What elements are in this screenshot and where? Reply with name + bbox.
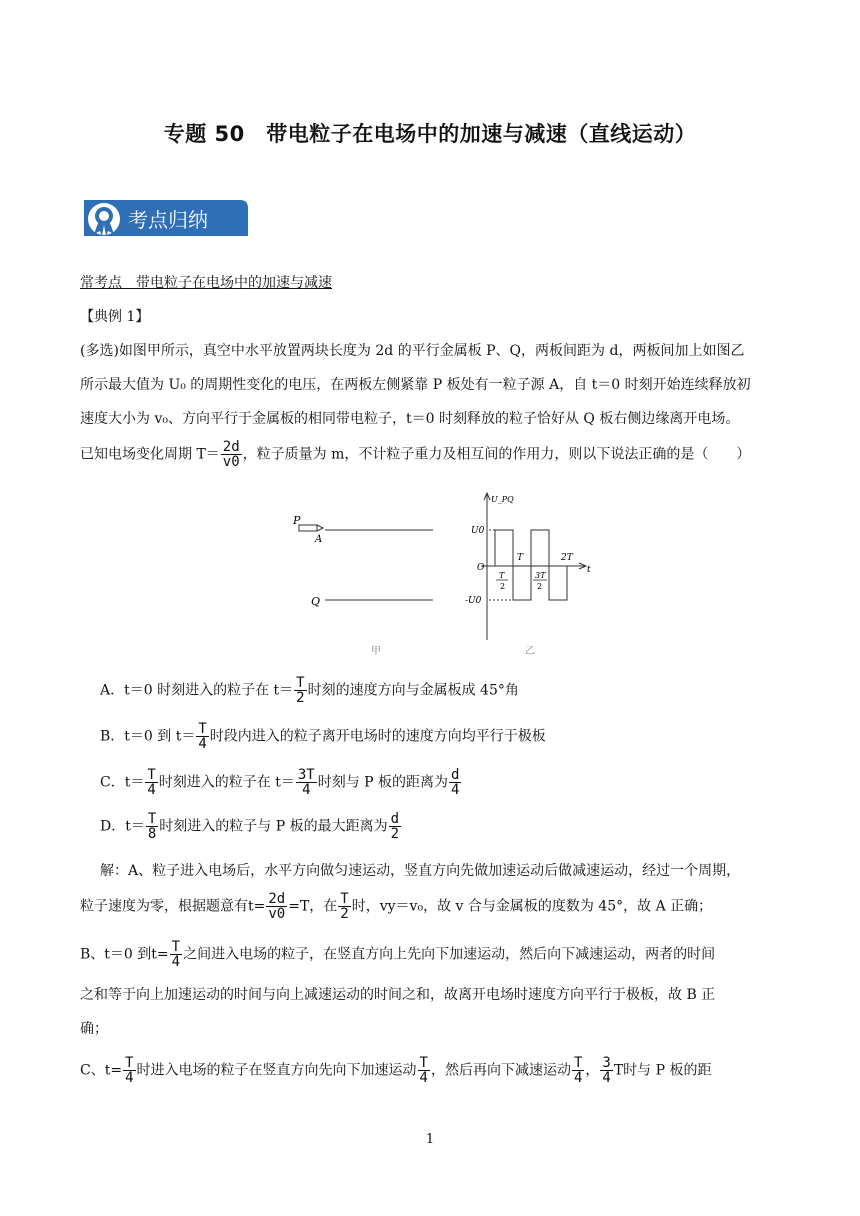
fraction-2d-v0: $\frac{2d}{v0}$ (222, 439, 240, 470)
solution-line-6: C、t= $\frac{T}{4}$ 时进入电场的粒子在竖直方向先向下加速运动 $\frac{T}{4}$ ，然后再向下减速运动 $\frac{T}{4}$ ， $\frac{3}{4}$ T时与 P 板的距 (80, 1055, 712, 1086)
label-q: Q (311, 595, 321, 608)
tick-3t2-den: 2 (537, 582, 543, 591)
example-label: 【典例 1】 (80, 309, 150, 325)
tick-t2-num: T (499, 571, 505, 580)
caption-left: 甲 (371, 646, 381, 657)
page-number: 1 (425, 1132, 435, 1147)
label-u0: U0 (471, 526, 485, 536)
figure-plates-and-voltage (285, 490, 595, 660)
option-a: A．t＝0 时刻进入的粒子在 t＝ $\frac{T}{2}$ 时刻的速度方向与金属板成 45°角 (100, 675, 519, 706)
label-a: A (315, 534, 323, 545)
figure-voltage-graph (481, 493, 586, 640)
solution-line-2: 粒子速度为零，根据题意有t= $\frac{2d}{v0}$ =T，在 $\frac{T}{2}$ 时，vy＝v₀，故 v 合与金属板的度数为 45°，故 A 正确； (80, 891, 713, 922)
tick-2t: 2T (561, 553, 573, 563)
tick-t2-den: 2 (500, 582, 506, 591)
option-b: B．t＝0 到 t＝ $\frac{T}{4}$ 时段内进入的粒子离开电场时的速度方向均平行于极板 (100, 721, 546, 752)
option-d: D．t＝ $\frac{T}{8}$ 时刻进入的粒子与 P 板的最大距离为 $\frac{d}{2}$ (100, 811, 400, 842)
solution-line-4: 之和等于向上加速运动的时间与向上减速运动的时间之和，故离开电场时速度方向平行于极板，故 B 正 (80, 987, 716, 1003)
section-heading: 常考点 带电粒子在电场中的加速与减速 (80, 275, 332, 291)
tick-t: T (517, 553, 524, 563)
solution-line-5: 确； (80, 1021, 108, 1037)
solution-line-1: 解：A、粒子进入电场后，水平方向做匀速运动，竖直方向先做加速运动后做减速运动，经过一个周期， (100, 863, 741, 879)
caption-right: 乙 (525, 646, 535, 657)
tick-3t2-num: 3T (535, 571, 546, 580)
axis-label-upq: U_PQ (491, 495, 514, 504)
label-neg-u0: -U0 (465, 596, 482, 606)
solution-line-3: B、t＝0 到t= $\frac{T}{4}$ 之间进入电场的粒子，在竖直方向上先向下加速运动，然后向下减速运动，两者的时间 (80, 939, 716, 970)
question-line-2: 所示最大值为 U₀ 的周期性变化的电压，在两板左侧紧靠 P 板处有一粒子源 A，自 t＝0 时刻开始连续释放初 (80, 377, 751, 393)
question-line-3: 速度大小为 v₀、方向平行于金属板的相同带电粒子，t＝0 时刻释放的粒子恰好从 Q 板右侧边缘离开电场。 (80, 411, 740, 427)
banner-label: 考点归纳 (128, 208, 208, 232)
option-c: C．t＝ $\frac{T}{4}$ 时刻进入的粒子在 t＝ $\frac{3T}{4}$ 时刻与 P 板的距离为 $\frac{d}{4}$ (100, 767, 460, 798)
label-t-axis: t (587, 565, 591, 575)
label-p: P (293, 514, 301, 527)
question-line-4: 已知电场变化周期 T＝ $\frac{2d}{v0}$ ，粒子质量为 m，不计粒子重力及相互间的作用力，则以下说法正确的是（ ） (80, 439, 751, 470)
section-banner (80, 196, 250, 242)
question-line-1: (多选)如图甲所示，真空中水平放置两块长度为 2d 的平行金属板 P、Q，两板间距为 d，两板间加上如图乙 (80, 343, 745, 359)
label-origin: O (477, 563, 485, 573)
page-title: 专题 50 带电粒子在电场中的加速与减速（直线运动） (163, 122, 697, 146)
